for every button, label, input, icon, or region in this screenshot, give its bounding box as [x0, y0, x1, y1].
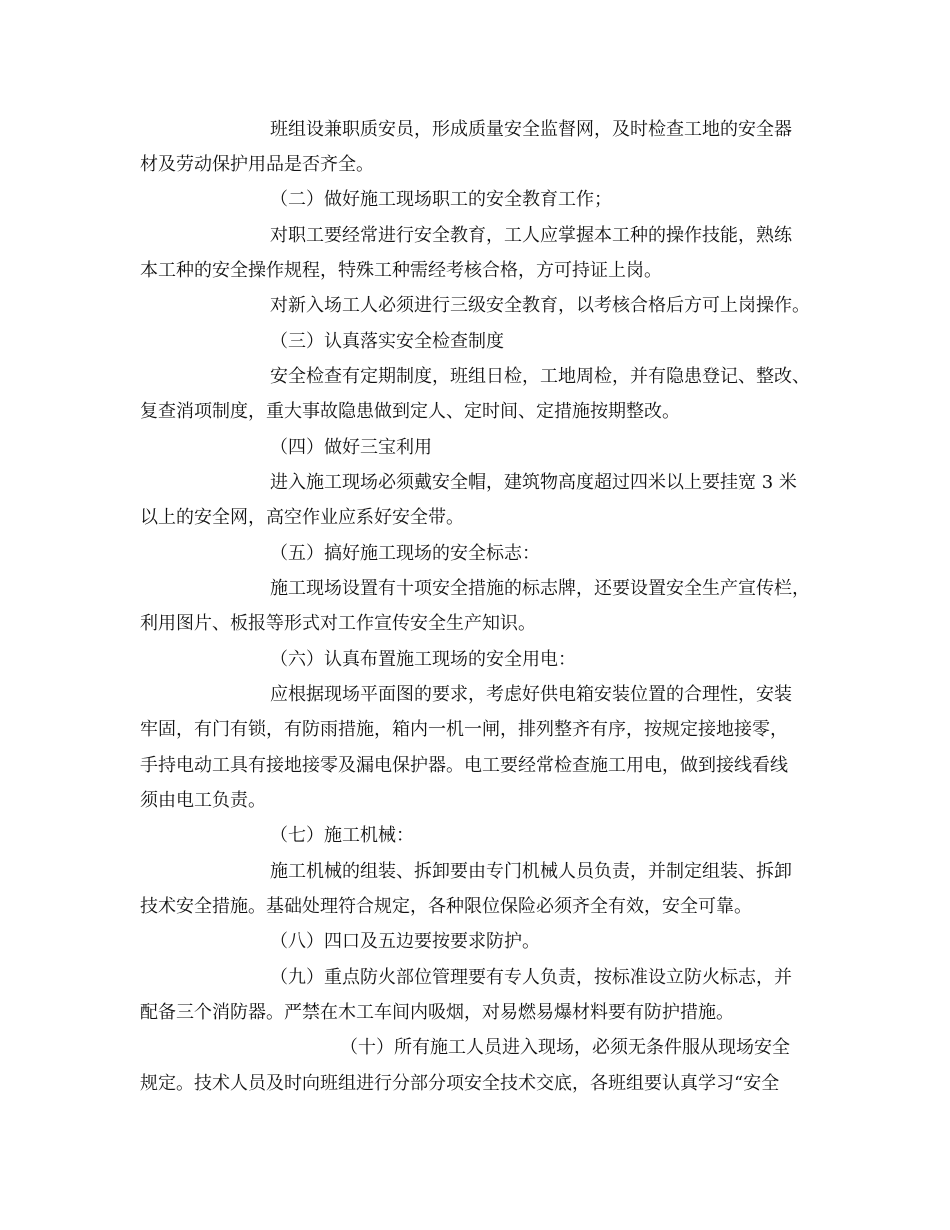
section-heading: （二）做好施工现场职工的安全教育工作；: [270, 189, 612, 210]
paragraph-line: 班组设兼职质安员，形成质量安全监督网，及时检查工地的安全器: [270, 119, 792, 140]
paragraph-line: 应根据现场平面图的要求，考虑好供电箱安装位置的合理性，安装: [270, 684, 792, 705]
paragraph-line: 对职工要经常进行安全教育，工人应掌握本工种的操作技能，熟练: [270, 225, 792, 246]
paragraph-line: 须由电工负责。: [140, 790, 266, 811]
paragraph-line: 对新入场工人必须进行三级安全教育，以考核合格后方可上岗操作。: [270, 295, 810, 316]
paragraph-line: 进入施工现场必须戴安全帽，建筑物高度超过四米以上要挂宽 3 米: [270, 472, 797, 493]
paragraph-line: 以上的安全网，高空作业应系好安全带。: [140, 507, 464, 528]
paragraph-line: 材及劳动保护用品是否齐全。: [140, 154, 374, 175]
section-heading: （四）做好三宝利用: [270, 437, 432, 458]
section-heading: （八）四口及五边要按要求防护。: [270, 931, 540, 952]
section-heading: （九）重点防火部位管理要有专人负责，按标准设立防火标志，并: [270, 967, 792, 988]
paragraph-line: 手持电动工具有接地接零及漏电保护器。电工要经常检查施工用电，做到接线看线: [140, 755, 788, 776]
paragraph-line: 技术安全措施。基础处理符合规定，各种限位保险必须齐全有效，安全可靠。: [140, 896, 752, 917]
paragraph-line: 本工种的安全操作规程，特殊工种需经考核合格，方可持证上岗。: [140, 260, 662, 281]
paragraph-line: 规定。技术人员及时向班组进行分部分项安全技术交底，各班组要认真学习“安全: [140, 1073, 780, 1094]
section-heading: （六）认真布置施工现场的安全用电：: [270, 649, 576, 670]
paragraph-line: 安全检查有定期制度，班组日检，工地周检，并有隐患登记、整改、: [270, 366, 810, 387]
paragraph-line: 配备三个消防器。严禁在木工车间内吸烟，对易燃易爆材料要有防护措施。: [140, 1002, 734, 1023]
paragraph-line: 牢固，有门有锁，有防雨措施，箱内一机一闸，排列整齐有序，按规定接地接零，: [140, 719, 788, 740]
paragraph-line: 复查消项制度，重大事故隐患做到定人、定时间、定措施按期整改。: [140, 401, 680, 422]
paragraph-line: 施工机械的组装、拆卸要由专门机械人员负责，并制定组装、拆卸: [270, 861, 792, 882]
section-heading: （十）所有施工人员进入现场，必须无条件服从现场安全: [340, 1037, 790, 1058]
paragraph-line: 施工现场设置有十项安全措施的标志牌，还要设置安全生产宣传栏，: [270, 578, 810, 599]
section-heading: （七）施工机械：: [270, 825, 414, 846]
section-heading: （三）认真落实安全检查制度: [270, 331, 504, 352]
section-heading: （五）搞好施工现场的安全标志：: [270, 543, 540, 564]
paragraph-line: 利用图片、板报等形式对工作宣传安全生产知识。: [140, 613, 536, 634]
